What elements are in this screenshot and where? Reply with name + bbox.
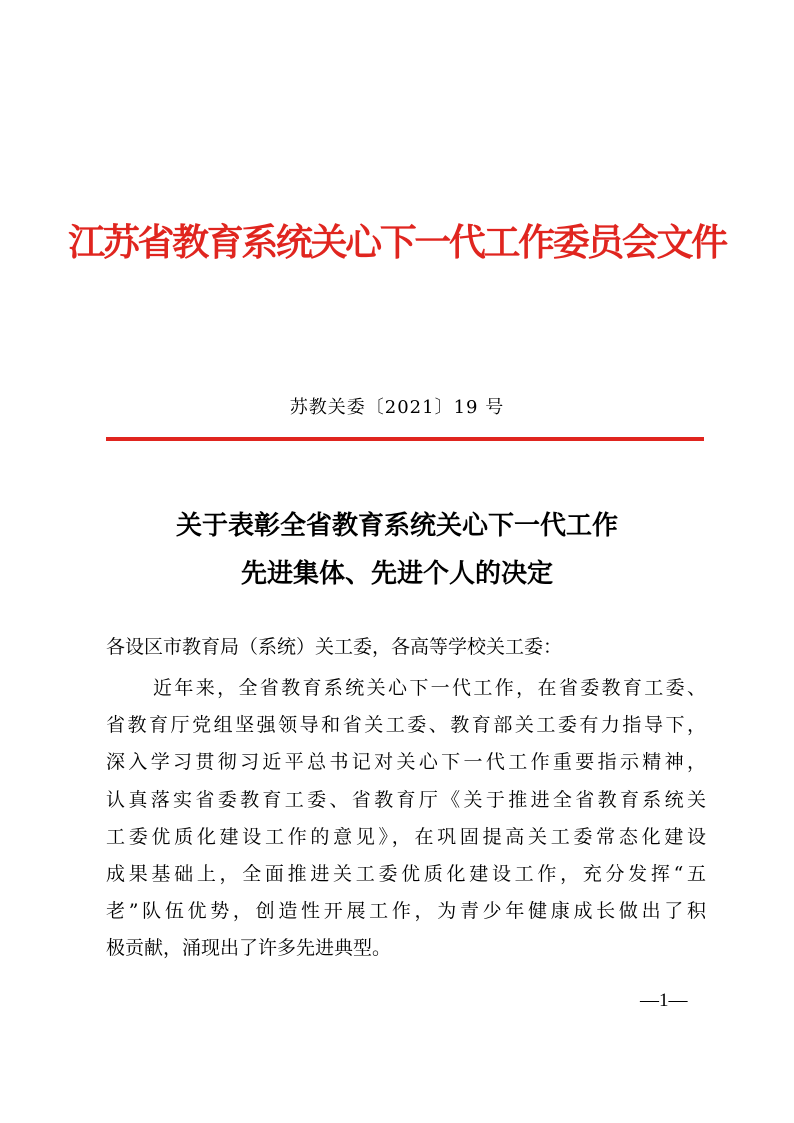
paragraph-line: 工委优质化建设工作的意见》，在巩固提高关工委常态化建设 (106, 825, 706, 848)
paragraph-line: 老”队伍优势，创造性开展工作，为青少年健康成长做出了积 (106, 900, 706, 923)
paragraph-line: 成果基础上，全面推进关工委优质化建设工作，充分发挥“五 (106, 862, 706, 885)
document-title-line-1: 关于表彰全省教育系统关心下一代工作 (175, 511, 618, 541)
salutation: 各设区市教育局（系统）关工委，各高等学校关工委： (106, 636, 563, 658)
issuer-header-title: 江苏省教育系统关心下一代工作委员会文件 (68, 220, 726, 264)
page-number: —1— (640, 990, 688, 1011)
paragraph-line: 极贡献，涌现出了许多先进典型。 (106, 937, 392, 960)
document-number: 苏教关委〔2021〕19 号 (289, 397, 505, 418)
body-paragraph (106, 670, 706, 968)
document-title-line-2: 先进集体、先进个人的决定 (240, 559, 553, 589)
paragraph-line: 省教育厅党组坚强领导和省关工委、教育部关工委有力指导下， (106, 714, 706, 737)
red-separator-rule (106, 437, 704, 441)
paragraph-line: 认真落实省委教育工委、省教育厅《关于推进全省教育系统关 (106, 788, 706, 811)
paragraph-line: 深入学习贯彻习近平总书记对关心下一代工作重要指示精神， (106, 751, 706, 774)
paragraph-line: 近年来，全省教育系统关心下一代工作，在省委教育工委、 (153, 677, 706, 699)
